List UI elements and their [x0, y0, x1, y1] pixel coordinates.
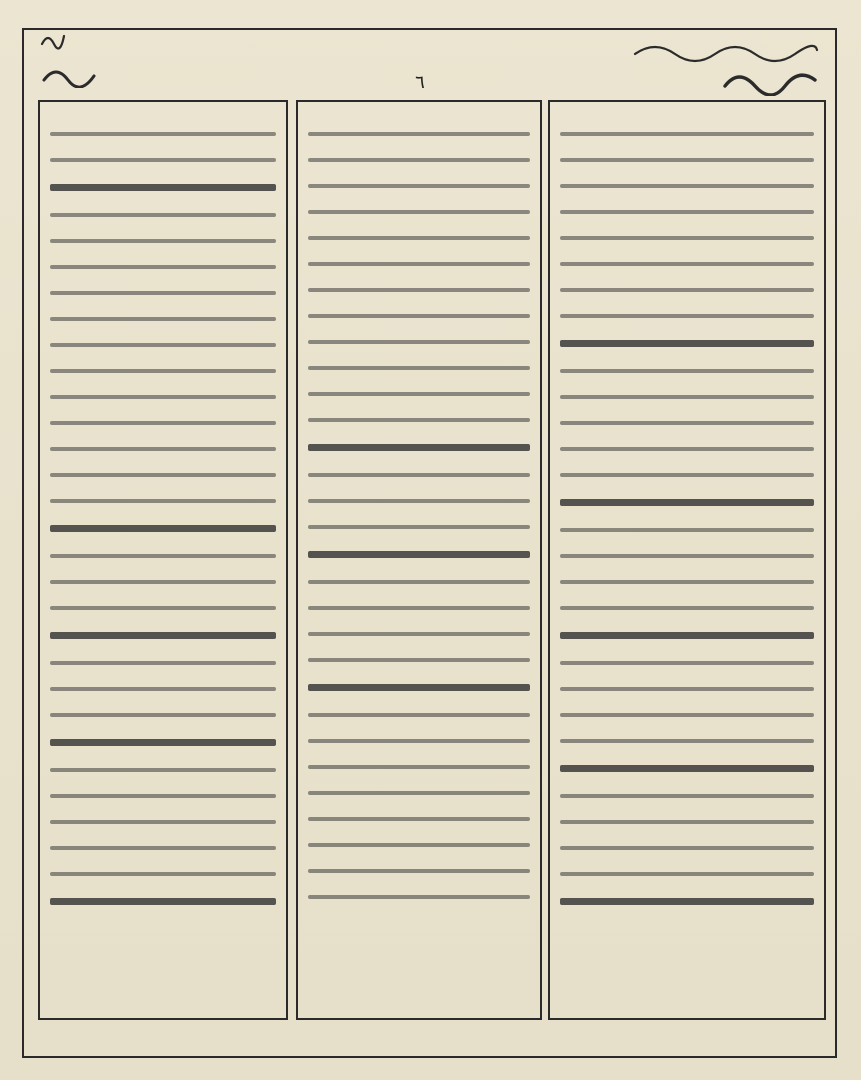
header-headword: [721, 70, 821, 96]
page-number: ٦: [415, 72, 425, 93]
running-header: [631, 42, 821, 64]
column-right: [548, 100, 826, 1020]
header-catchword: [40, 66, 100, 88]
column-left: [38, 100, 288, 1020]
corner-mark: [40, 30, 66, 55]
column-middle: [296, 100, 542, 1020]
